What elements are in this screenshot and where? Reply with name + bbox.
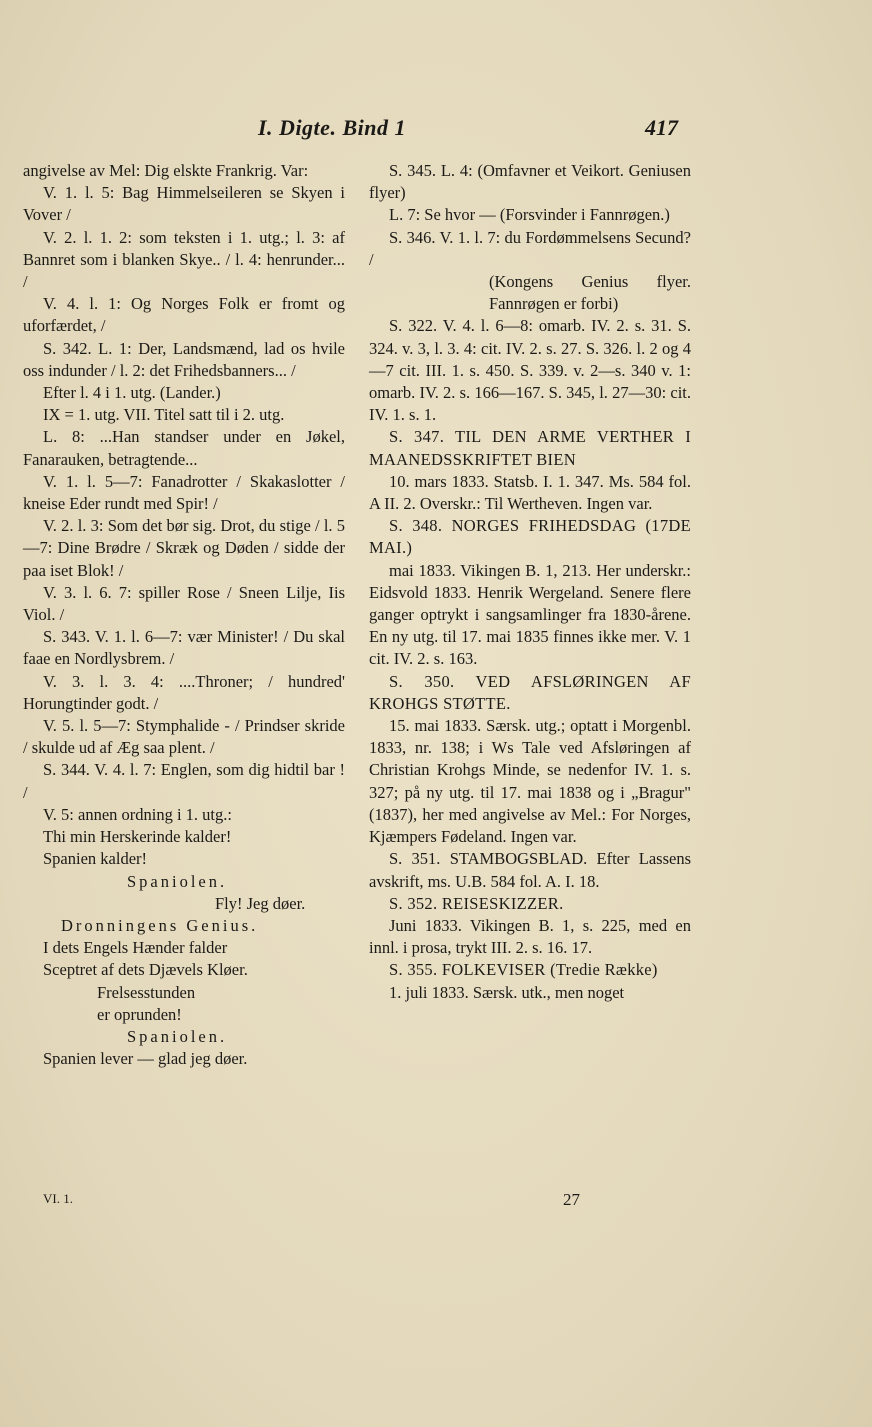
paragraph: 15. mai 1833. Særsk. utg.; optatt i Morgenbl. 1833, nr. 138; i Ws Tale ved Afsløringen af Christian Krohgs Minde, se nedenfor IV. 1. s. 327; på ny utg. til 17. mai 1838 og i „Bragur" (1837), her med angivelse av Mel.: For Norges, Kjæmpers Fødeland. Ingen var. — [369, 716, 691, 847]
section-heading: S. 352. REISESKIZZER. — [389, 893, 564, 913]
poem-line: I dets Engels Hænder falder — [43, 938, 228, 958]
paragraph: S. 342. L. 1: Der, Landsmænd, lad os hvile oss indunder / l. 2: det Frihedsbanners... / — [23, 338, 345, 380]
paragraph: S. 345. L. 4: (Omfavner et Veikort. Geniusen flyer) — [369, 161, 691, 203]
running-title: I. Digte. Bind 1 — [258, 115, 406, 140]
paragraph: 10. mars 1833. Statsb. I. 1. 347. Ms. 584 fol. A II. 2. Overskr.: Til Wertheven. Ingen var. — [369, 471, 691, 514]
paragraph: V. 3. l. 3. 4: ....Throner; / hundred' Horungtinder godt. / — [23, 671, 345, 713]
section-heading: S. 350. VED AFSLØRINGEN AF KROHGS STØTTE. — [369, 671, 691, 713]
section-heading: S. 348. NORGES FRIHEDSDAG (17DE MAI.) — [369, 516, 691, 558]
paragraph: V. 1. l. 5: Bag Himmelseileren se Skyen i Vover / — [23, 183, 345, 225]
paragraph: V. 1. l. 5—7: Fanadrotter / Skakaslotter / kneise Eder rundt med Spir! / — [23, 471, 345, 514]
sheet-number: 27 — [563, 1190, 580, 1209]
section-heading: S. 347. TIL DEN ARME VERTHER I MAANEDSSKRIFTET BIEN — [369, 427, 691, 469]
signature-mark: VI. 1. — [43, 1191, 73, 1206]
poem-line: Spanien kalder! — [43, 849, 148, 869]
poem-speaker: Spaniolen. — [127, 871, 228, 891]
poem-line: Frelsesstunden — [97, 982, 196, 1002]
quoted-poem — [23, 826, 345, 1070]
paragraph: S. 322. V. 4. l. 6—8: omarb. IV. 2. s. 31. S. 324. v. 3, l. 3. 4: cit. IV. 2. s. 27. S. 326. l. 2 og 4—7 cit. III. 1. s. 450. S. 339. v. 2—s. 340 v. 1: omarb. IV. 2. s. 166—167. S. 345, l. 27—30: cit. IV. 1. s. 1. — [369, 316, 691, 425]
paragraph: V. 5. l. 5—7: Stymphalide - / Prindser skride / skulde ud af Æg saa plent. / — [23, 716, 345, 758]
poem-line: Sceptret af dets Djævels Kløer. — [43, 960, 248, 980]
right-column — [369, 160, 691, 1004]
poem-line: Thi min Herskerinde kalder! — [43, 827, 232, 847]
left-column — [23, 160, 345, 1070]
section-heading: S. 351. STAMBOGSBLAD. Efter Lassens avskrift, ms. U.B. 584 fol. A. I. 18. — [369, 849, 691, 891]
paragraph: (Kongens Genius flyer. Fannrøgen er forbi) — [489, 272, 691, 314]
paragraph: angivelse av Mel: Dig elskte Frankrig. Var: — [23, 161, 309, 180]
poem-speaker: Dronningens Genius. — [61, 915, 259, 935]
paragraph: IX = 1. utg. VII. Titel satt til i 2. utg. — [43, 405, 285, 425]
paragraph: L. 7: Se hvor — (Forsvinder i Fannrøgen.) — [389, 205, 670, 225]
paragraph: S. 344. V. 4. l. 7: Englen, som dig hidtil bar ! / — [23, 760, 345, 802]
paragraph: Efter l. 4 i 1. utg. (Lander.) — [43, 383, 221, 403]
paragraph: V. 5: annen ordning i 1. utg.: — [43, 804, 232, 824]
paragraph: V. 3. l. 6. 7: spiller Rose / Sneen Lilje, Iis Viol. / — [23, 582, 345, 625]
section-heading: S. 355. FOLKEVISER (Tredie Række) — [389, 960, 658, 980]
paragraph: V. 4. l. 1: Og Norges Folk er fromt og uforfærdet, / — [23, 294, 345, 336]
paragraph: V. 2. l. 3: Som det bør sig. Drot, du stige / l. 5—7: Dine Brødre / Skræk og Døden / sidde der paa iset Blok! / — [23, 516, 345, 580]
paragraph: S. 343. V. 1. l. 6—7: vær Minister! / Du skal faae en Nordlysbrem. / — [23, 627, 345, 669]
paragraph: Juni 1833. Vikingen B. 1, s. 225, med en innl. i prosa, trykt III. 2. s. 16. 17. — [369, 915, 691, 958]
paragraph: 1. juli 1833. Særsk. utk., men noget — [389, 982, 625, 1002]
poem-line: Spanien lever — glad jeg døer. — [43, 1049, 248, 1069]
paragraph: S. 346. V. 1. l. 7: du Fordømmelsens Secund? / — [369, 227, 691, 269]
paragraph: V. 2. l. 1. 2: som teksten i 1. utg.; l. 3: af Bannret som i blanken Skye.. / l. 4: henrunder... / — [23, 227, 345, 292]
page-number: 417 — [645, 115, 678, 140]
paragraph: L. 8: ...Han standser under en Jøkel, Fanarauken, betragtende... — [23, 427, 345, 469]
running-header — [0, 115, 872, 145]
poem-line: Fly! Jeg døer. — [215, 893, 306, 913]
paragraph: mai 1833. Vikingen B. 1, 213. Her underskr.: Eidsvold 1833. Henrik Wergeland. Senere flere ganger optrykt i sangsamlinger fra 1830-årene. En ny utg. til 17. mai 1835 finnes ikke mer. V. 1 cit. IV. 2. s. 163. — [369, 560, 691, 669]
poem-speaker: Spaniolen. — [127, 1026, 228, 1046]
poem-line: er oprunden! — [97, 1004, 182, 1024]
